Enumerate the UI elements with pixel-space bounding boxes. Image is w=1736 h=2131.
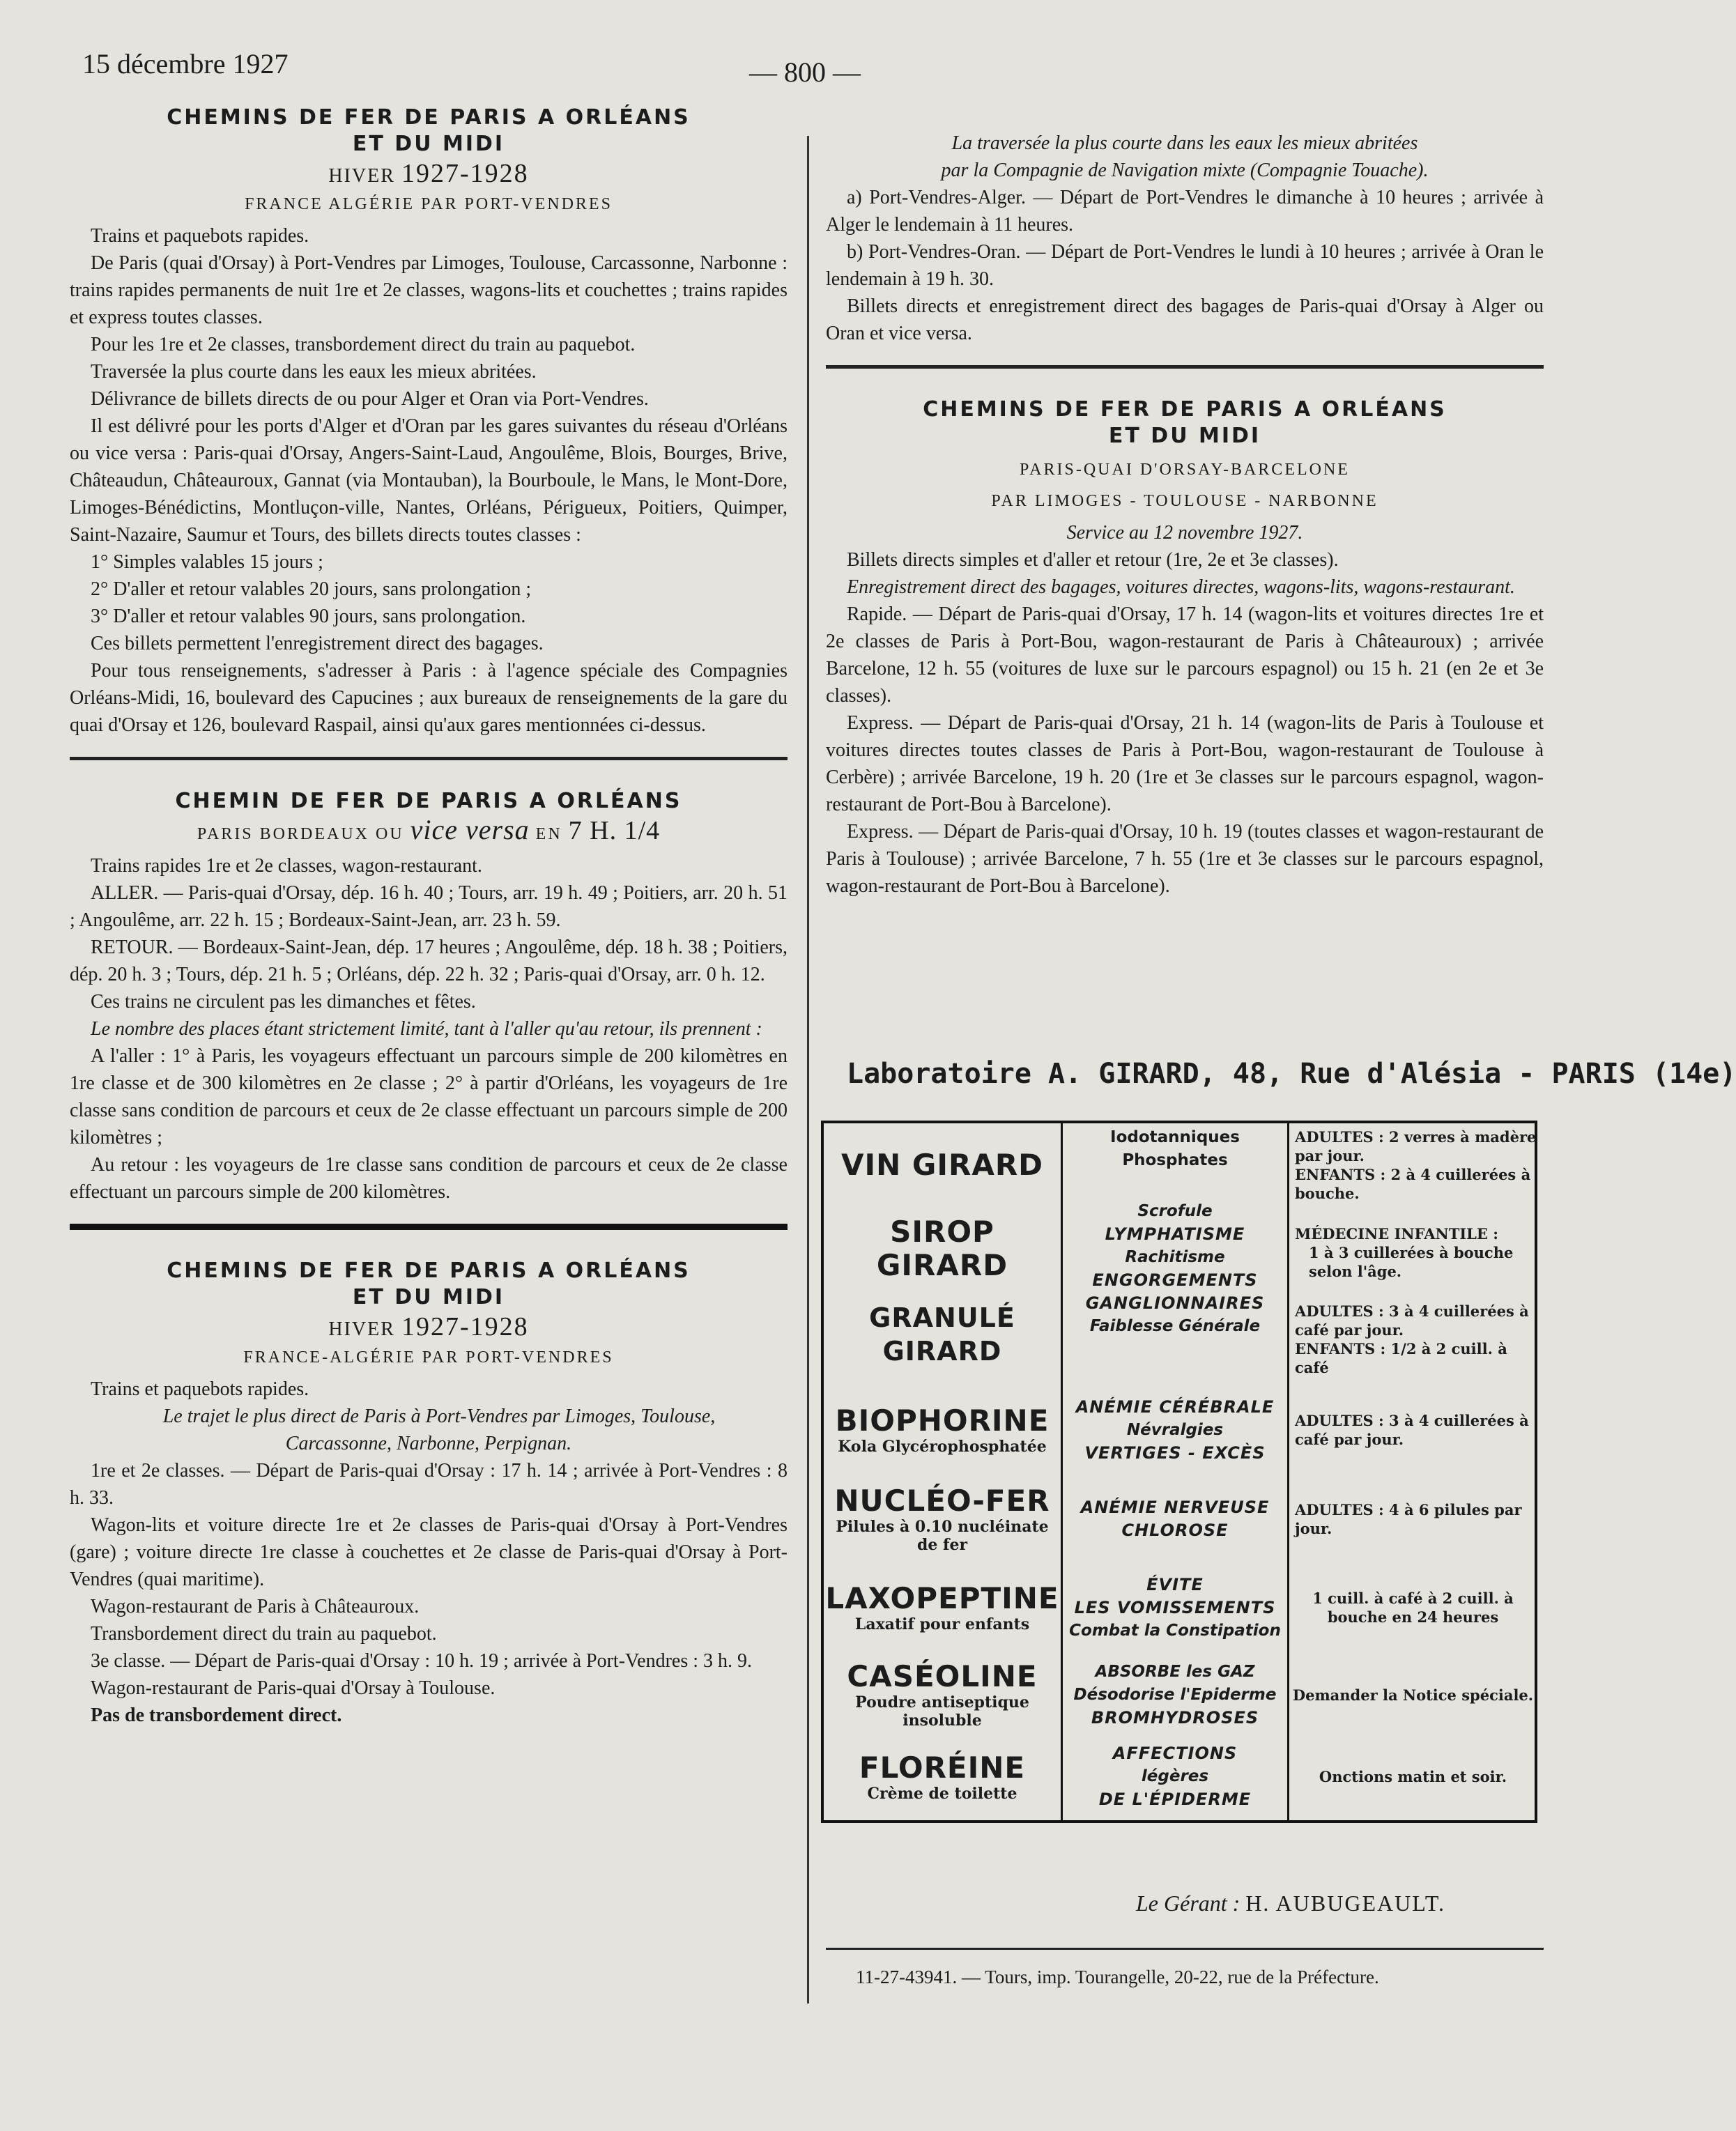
product-name: SIROP GIRARD xyxy=(876,1215,1008,1282)
indication-line: GANGLIONNAIRES xyxy=(1085,1293,1265,1313)
product-laxopeptine xyxy=(824,1566,1061,1649)
indication-line: VERTIGES - EXCÈS xyxy=(1084,1443,1266,1463)
indication-block xyxy=(1063,1737,1287,1817)
footer-rule xyxy=(826,1948,1544,1950)
indication-block xyxy=(1063,1653,1287,1737)
product-name: GRANULÉ GIRARD xyxy=(869,1302,1015,1367)
indication-line: ANÉMIE CÉRÉBRALE xyxy=(1075,1397,1275,1417)
indication-line: Rachitisme xyxy=(1125,1248,1225,1266)
paragraph: Le nombre des places étant strictement limité, tant à l'aller qu'au retour, ils prennent : xyxy=(91,1018,762,1040)
indication-line: légères xyxy=(1141,1767,1209,1785)
indication-block xyxy=(1063,1388,1287,1472)
route-a: PARIS BORDEAUX OU xyxy=(197,825,404,843)
paragraph: Billets directs simples et d'aller et retour (1re, 2e et 3e classes). xyxy=(847,549,1339,571)
paragraph: 1re et 2e classes. — Départ de Paris-quai d'Orsay : 17 h. 14 ; arrivée à Port-Vendres : 8 h. 33. xyxy=(70,1460,788,1509)
season: HIVER xyxy=(328,165,395,187)
indication-line: Iodotanniques xyxy=(1110,1128,1240,1146)
italic-heading-line2: par la Compagnie de Navigation mixte (Compagnie Touache). xyxy=(941,160,1429,181)
season: HIVER xyxy=(328,1318,395,1340)
section-title-line2: ET DU MIDI xyxy=(352,132,505,156)
indication-line: BROMHYDROSES xyxy=(1091,1707,1259,1728)
paragraph: 3° D'aller et retour valables 90 jours, sans prolongation. xyxy=(91,606,526,627)
indication-block xyxy=(1063,1200,1287,1367)
section-title: CHEMINS DE FER DE PARIS A ORLÉANS xyxy=(923,397,1447,422)
page-number: — 800 — xyxy=(749,56,861,88)
paragraph: Enregistrement direct des bagages, voitures directes, wagons-lits, wagons-restaurant. xyxy=(847,576,1515,598)
italic-heading: La traversée la plus courte dans les eaux les mieux abritées xyxy=(951,132,1418,154)
indication-line: Névralgies xyxy=(1126,1420,1224,1439)
product-name: LAXOPEPTINE xyxy=(825,1581,1059,1615)
dosage-block xyxy=(1289,1210,1537,1294)
paragraph: b) Port-Vendres-Oran. — Départ de Port-Vendres le lundi à 10 heures ; arrivée à Oran le lendemain à 19 h. 30. xyxy=(826,241,1544,290)
paragraph: Trains et paquebots rapides. xyxy=(91,225,309,247)
section-france-algerie-2 xyxy=(70,1258,788,1729)
paragraph: RETOUR. — Bordeaux-Saint-Jean, dép. 17 heures ; Angoulême, dép. 18 h. 38 ; Poitiers, dép. 20 h. 3 ; Tours, dép. 21 h. 5 ; Orléans, dép. 22 h. 32 ; Paris-quai d'Orsay, arr. 0 h. 12. xyxy=(70,937,788,985)
paragraph: Au retour : les voyageurs de 1re classe sans condition de parcours et ceux de 2e classe effectuant un parcours simple de 200 kilomètres. xyxy=(70,1154,788,1203)
product-subtitle: Poudre antiseptique insoluble xyxy=(855,1693,1029,1730)
paragraph: Express. — Départ de Paris-quai d'Orsay, 21 h. 14 (wagon-lits de Paris à Toulouse et voitures directes toutes classes de Paris à Port-Bou, wagon-restaurant de Toulouse à Cerbère) ; arrivée Barcelone, 19 h. 20 (1re et 3e classes sur le parcours espagnol, wagon-restaurant de Port-Bou à Barcelone). xyxy=(826,712,1544,815)
paragraph-italic: Le trajet le plus direct de Paris à Port-Vendres par Limoges, Toulouse, Carcassonne, Narbonne, Perpignan. xyxy=(162,1406,716,1454)
service-date: Service au 12 novembre 1927. xyxy=(1066,522,1303,544)
gerant-signature xyxy=(1136,1891,1445,1916)
season-years: 1927-1928 xyxy=(401,159,529,188)
season-line xyxy=(70,1314,788,1343)
dosage-line: ADULTES : 2 verres à madère par jour. xyxy=(1295,1128,1537,1164)
indication-line: LES VOMISSEMENTS xyxy=(1074,1597,1276,1617)
indication-line: ENGORGEMENTS xyxy=(1092,1270,1258,1290)
indication-line: AFFECTIONS xyxy=(1112,1744,1238,1763)
route-d: 7 H. 1/4 xyxy=(568,816,661,845)
indication-block xyxy=(1063,1127,1287,1183)
product-vin-girard xyxy=(824,1123,1061,1207)
section-france-algerie-1 xyxy=(70,105,788,739)
product-subtitle: Crème de toilette xyxy=(867,1784,1017,1803)
paragraph: Il est délivré pour les ports d'Alger et d'Oran par les gares suivantes du réseau d'Orléans ou vice versa : Paris-quai d'Orsay, Angers-Saint-Laud, Angoulême, Blois, Bourges, Brive, Châteaudun, Châteauroux, Gannat (via Montauban), la Bourboule, le Mans, le Mont-Dore, Limoges-Bénédictins, Montluçon-ville, Nantes, Orléans, Périgueux, Poitiers, Quimper, Saint-Nazaire, Saumur et Tours, des billets directs toutes classes : xyxy=(70,415,788,546)
dosage-line: ENFANTS : 2 à 4 cuillerées à bouche. xyxy=(1295,1166,1531,1202)
paragraph: Wagon-restaurant de Paris-quai d'Orsay à Toulouse. xyxy=(91,1677,496,1699)
dosage-line: 1 à 3 cuillerées à bouche selon l'âge. xyxy=(1309,1243,1514,1280)
printer-footer: 11-27-43941. — Tours, imp. Tourangelle, 20-22, rue de la Préfecture. xyxy=(856,1967,1379,1987)
route-c: EN xyxy=(535,825,562,843)
paragraph: Ces billets permettent l'enregistrement direct des bagages. xyxy=(91,633,544,654)
paragraph: Trains rapides 1re et 2e classes, wagon-restaurant. xyxy=(91,855,482,877)
product-name: FLORÉINE xyxy=(859,1750,1026,1785)
product-sirop-girard xyxy=(824,1207,1061,1291)
paragraph: A l'aller : 1° à Paris, les voyageurs effectuant un parcours simple de 200 kilomètres en 1re classe et de 300 kilomètres en 2e classe ; 2° à partir d'Orléans, les voyageurs de 1re classe sans condition de parcours et ceux de 2e classe effectuant un parcours simple de 200 kilomètres ; xyxy=(70,1045,788,1148)
product-subtitle: Kola Glycérophosphatée xyxy=(838,1438,1047,1456)
indication-line: Phosphates xyxy=(1122,1151,1228,1169)
product-name: NUCLÉO-FER xyxy=(834,1483,1050,1518)
indication-line: Désodorise l'Epiderme xyxy=(1073,1685,1277,1704)
section-title: CHEMIN DE FER DE PARIS A ORLÉANS xyxy=(175,789,682,813)
dosage-line: MÉDECINE INFANTILE : xyxy=(1295,1224,1498,1243)
indication-line: DE L'ÉPIDERME xyxy=(1098,1790,1252,1809)
paragraph: a) Port-Vendres-Alger. — Départ de Port-Vendres le dimanche à 10 heures ; arrivée à Alger le lendemain à 11 heures. xyxy=(826,187,1544,236)
indication-block xyxy=(1063,1566,1287,1649)
paragraph: De Paris (quai d'Orsay) à Port-Vendres par Limoges, Toulouse, Carcassonne, Narbonne : trains rapides permanents de nuit 1re et 2e classes, wagons-lits et couchettes ; trains rapides et express toutes classes. xyxy=(70,252,788,328)
section-title: CHEMINS DE FER DE PARIS A ORLÉANS xyxy=(167,105,691,130)
indication-line: Combat la Constipation xyxy=(1069,1621,1281,1640)
indication-line: Scrofule xyxy=(1137,1202,1213,1220)
product-name: VIN GIRARD xyxy=(840,1148,1044,1182)
dosage-block xyxy=(1289,1737,1537,1817)
dosage-block xyxy=(1289,1653,1537,1737)
indication-line: ABSORBE les GAZ xyxy=(1095,1662,1255,1681)
product-subtitle: Laxatif pour enfants xyxy=(854,1615,1030,1633)
product-granule-girard xyxy=(824,1291,1061,1378)
product-name: CASÉOLINE xyxy=(847,1659,1038,1693)
paragraph: Pas de transbordement direct. xyxy=(91,1705,342,1726)
paragraph: Traversée la plus courte dans les eaux les mieux abritées. xyxy=(91,361,537,383)
paragraph: Pour tous renseignements, s'adresser à Paris : à l'agence spéciale des Compagnies Orléans-Midi, 16, boulevard des Capucines ; aux bureaux de renseignements de la gare du quai d'Orsay et 126, boulevard Raspail, ainsi qu'aux gares mentionnées ci-dessus. xyxy=(70,660,788,736)
paragraph: Délivrance de billets directs de ou pour Alger et Oran via Port-Vendres. xyxy=(91,388,649,410)
dosage-line: 1 cuill. à café à 2 cuill. à bouche en 24 heures xyxy=(1312,1590,1514,1626)
indication-column xyxy=(1061,1123,1287,1820)
section-separator xyxy=(826,365,1544,369)
section-separator-heavy xyxy=(70,1224,788,1230)
route-line: FRANCE ALGÉRIE PAR PORT-VENDRES xyxy=(245,195,613,213)
section-separator xyxy=(70,757,788,760)
paragraph: ALLER. — Paris-quai d'Orsay, dép. 16 h. 40 ; Tours, arr. 19 h. 49 ; Poitiers, arr. 20 h. 51 ; Angoulême, arr. 22 h. 15 ; Bordeaux-Saint-Jean, arr. 23 h. 59. xyxy=(70,882,788,931)
paragraph: Ces trains ne circulent pas les dimanches et fêtes. xyxy=(91,991,476,1013)
route-b: vice versa xyxy=(410,814,530,845)
product-caseoline xyxy=(824,1653,1061,1737)
route-line: FRANCE-ALGÉRIE PAR PORT-VENDRES xyxy=(243,1348,614,1367)
section-title-line2: ET DU MIDI xyxy=(1108,424,1261,448)
column-divider xyxy=(807,136,809,2003)
product-subtitle: Pilules à 0.10 nucléinate de fer xyxy=(836,1517,1049,1554)
product-name: BIOPHORINE xyxy=(835,1403,1050,1438)
dosage-line: ADULTES : 3 à 4 cuillerées à café par jour. xyxy=(1295,1302,1529,1339)
product-biophorine xyxy=(824,1388,1061,1472)
left-column xyxy=(70,105,788,1729)
route-line xyxy=(70,816,788,848)
indication-line: CHLOROSE xyxy=(1121,1520,1229,1540)
indication-line: ÉVITE xyxy=(1146,1574,1204,1594)
season-line xyxy=(70,160,788,190)
section-title-line2: ET DU MIDI xyxy=(352,1285,505,1309)
right-column xyxy=(826,130,1544,900)
dosage-line: ENFANTS : 1/2 à 2 cuill. à café xyxy=(1295,1340,1507,1376)
dosage-column xyxy=(1287,1123,1537,1820)
section-title: CHEMINS DE FER DE PARIS A ORLÉANS xyxy=(167,1259,691,1283)
dosage-line: ADULTES : 3 à 4 cuillerées à café par jour. xyxy=(1295,1412,1529,1448)
season-years: 1927-1928 xyxy=(401,1312,529,1341)
page-date: 15 décembre 1927 xyxy=(82,48,289,79)
dosage-block xyxy=(1289,1566,1537,1649)
paragraph: Billets directs et enregistrement direct des bagages de Paris-quai d'Orsay à Alger ou Oran et vice versa. xyxy=(826,295,1544,344)
dosage-block xyxy=(1289,1388,1537,1472)
product-nucleo-fer xyxy=(824,1475,1061,1562)
paragraph: Wagon-restaurant de Paris à Châteauroux. xyxy=(91,1596,420,1617)
indication-block xyxy=(1063,1475,1287,1562)
dosage-block xyxy=(1289,1298,1537,1381)
paragraph: 2° D'aller et retour valables 20 jours, sans prolongation ; xyxy=(91,578,532,600)
paragraph: Transbordement direct du train au paquebot. xyxy=(91,1623,437,1645)
paragraph: Wagon-lits et voiture directe 1re et 2e classes de Paris-quai d'Orsay à Port-Vendres (gare) ; voiture directe 1re classe à couchettes et 2e classe de Paris-quai d'Orsay à Port-Vendres (quai maritime). xyxy=(70,1514,788,1590)
paragraph: 3e classe. — Départ de Paris-quai d'Orsay : 10 h. 19 ; arrivée à Port-Vendres : 3 h. 9. xyxy=(91,1650,753,1672)
indication-line: ANÉMIE NERVEUSE xyxy=(1080,1497,1270,1517)
indication-line: Faiblesse Générale xyxy=(1089,1317,1261,1335)
product-floreine xyxy=(824,1737,1061,1817)
advert-table xyxy=(821,1121,1537,1823)
paragraph: Express. — Départ de Paris-quai d'Orsay, 10 h. 19 (toutes classes et wagon-restaurant de Paris à Toulouse) ; arrivée Barcelone, 7 h. 55 (1re et 3e classes sur le parcours espagnol, wagon-restaurant de Port-Bou à Barcelone). xyxy=(826,821,1544,897)
section-traversee xyxy=(826,130,1544,347)
dosage-block xyxy=(1289,1475,1537,1562)
paragraph: Rapide. — Départ de Paris-quai d'Orsay, 17 h. 14 (wagon-lits et voitures directes 1re et 2e classes de Paris à Port-Bou, wagon-restaurant de Paris à Châteauroux) ; arrivée Barcelone, 12 h. 55 (voitures de luxe sur le parcours espagnol) ou 15 h. 21 (en 2e et 3e classes). xyxy=(826,603,1544,707)
dosage-line: Onctions matin et soir. xyxy=(1319,1768,1507,1785)
advert-title: Laboratoire A. GIRARD, 48, Rue d'Alésia - PARIS (14e) xyxy=(847,1058,1736,1090)
dosage-line: Demander la Notice spéciale. xyxy=(1292,1686,1534,1704)
paragraph: Trains et paquebots rapides. xyxy=(91,1378,309,1400)
paragraph: 1° Simples valables 15 jours ; xyxy=(91,551,323,573)
section-paris-bordeaux xyxy=(70,788,788,1206)
product-column xyxy=(824,1123,1061,1820)
dosage-block xyxy=(1289,1127,1537,1203)
gerant-label: Le Gérant : xyxy=(1136,1891,1240,1916)
dosage-line: ADULTES : 4 à 6 pilules par jour. xyxy=(1295,1500,1522,1537)
route-line-2: PAR LIMOGES - TOULOUSE - NARBONNE xyxy=(991,492,1378,510)
gerant-name: H. AUBUGEAULT. xyxy=(1245,1891,1445,1916)
indication-line: LYMPHATISME xyxy=(1105,1224,1245,1244)
route-line: PARIS-QUAI D'ORSAY-BARCELONE xyxy=(1020,461,1350,479)
paragraph: Pour les 1re et 2e classes, transbordement direct du train au paquebot. xyxy=(91,334,636,355)
section-paris-barcelone xyxy=(826,397,1544,900)
